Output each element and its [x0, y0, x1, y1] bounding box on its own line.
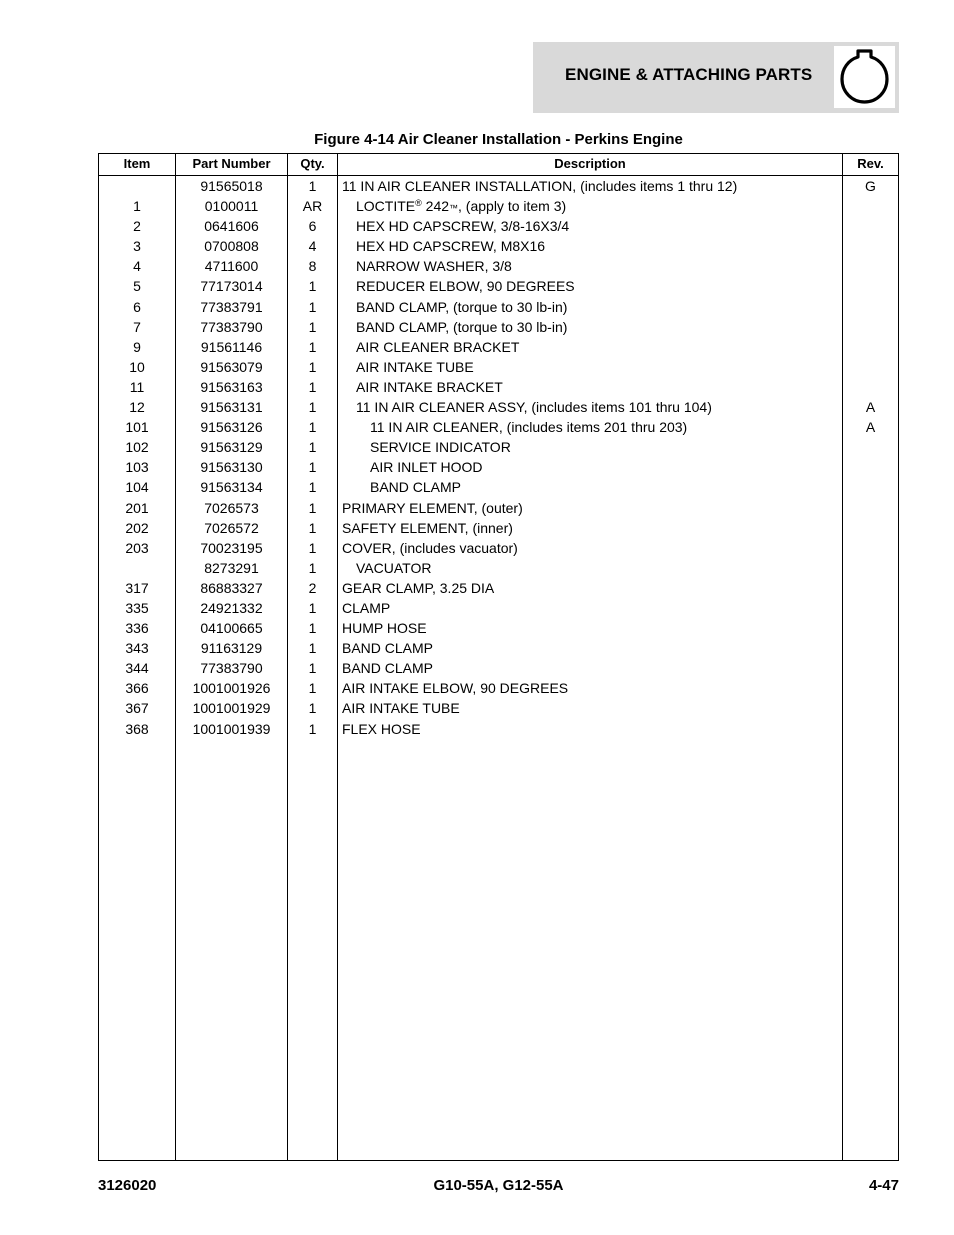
item-cell: 4: [133, 258, 141, 275]
table-row: [99, 598, 898, 618]
item-cell: 9: [133, 338, 141, 355]
item-cell: 101: [125, 419, 149, 436]
description-cell: 11 IN AIR CLEANER ASSY, (includes items 101 thru 104): [356, 399, 712, 416]
description-cell: CLAMP: [342, 599, 391, 616]
part-number-cell: 0700808: [204, 238, 259, 255]
column-header-qty: Qty.: [300, 156, 325, 171]
part-number-cell: 1001001929: [192, 700, 271, 717]
qty-cell: 1: [308, 459, 317, 476]
table-row: [99, 337, 898, 357]
table-row: [99, 538, 898, 558]
qty-cell: 1: [308, 620, 317, 637]
part-number-cell: 1001001926: [192, 680, 271, 697]
table-row: [99, 176, 898, 196]
part-number-cell: 91563163: [200, 378, 263, 395]
item-cell: 103: [125, 459, 149, 476]
table-body: [99, 176, 898, 739]
item-cell: 2: [133, 218, 141, 235]
description-cell: GEAR CLAMP, 3.25 DIA: [342, 579, 495, 596]
item-cell: 317: [125, 579, 149, 596]
item-cell: 344: [125, 660, 149, 677]
qty-cell: 8: [308, 258, 317, 275]
part-number-cell: 0100011: [204, 198, 259, 215]
table-row: [99, 518, 898, 538]
part-number-cell: 77383790: [200, 318, 263, 335]
item-cell: 11: [129, 378, 145, 395]
item-cell: 335: [125, 599, 149, 616]
part-number-cell: 77383790: [200, 660, 263, 677]
description-cell: AIR INLET HOOD: [370, 459, 483, 476]
table-row: [99, 719, 898, 739]
description-cell: COVER, (includes vacuator): [342, 539, 518, 556]
qty-cell: 1: [308, 278, 317, 295]
item-cell: 102: [125, 439, 149, 456]
description-cell: BAND CLAMP, (torque to 30 lb-in): [356, 298, 568, 315]
qty-cell: 1: [308, 539, 317, 556]
item-cell: 12: [129, 399, 145, 416]
qty-cell: 1: [308, 519, 317, 536]
description-cell: PRIMARY ELEMENT, (outer): [342, 499, 523, 516]
parts-table: [98, 153, 899, 1161]
description-cell: AIR CLEANER BRACKET: [356, 338, 520, 355]
engine-icon: [834, 46, 895, 108]
description-cell: SAFETY ELEMENT, (inner): [342, 519, 513, 536]
section-title: ENGINE & ATTACHING PARTS: [565, 65, 813, 84]
description-cell: HUMP HOSE: [342, 620, 427, 637]
table-row: [99, 498, 898, 518]
table-row: [99, 317, 898, 337]
description-cell: SERVICE INDICATOR: [370, 439, 511, 456]
item-cell: 201: [125, 499, 149, 516]
qty-cell: 1: [308, 680, 317, 697]
item-cell: 336: [125, 620, 149, 637]
qty-cell: 1: [308, 378, 317, 395]
column-header-part-number: Part Number: [192, 156, 271, 171]
description-cell: NARROW WASHER, 3/8: [356, 258, 512, 275]
item-cell: 7: [133, 318, 141, 335]
part-number-cell: 04100665: [200, 620, 263, 637]
part-number-cell: 91565018: [200, 178, 263, 194]
part-number-cell: 91561146: [200, 338, 263, 355]
description-cell: HEX HD CAPSCREW, M8X16: [356, 238, 546, 255]
table-row: [99, 196, 898, 216]
item-cell: 5: [133, 278, 141, 295]
part-number-cell: 4711600: [204, 258, 259, 275]
part-number-cell: 7026573: [204, 499, 259, 516]
column-header-item: Item: [123, 156, 151, 171]
table-row: [99, 618, 898, 638]
qty-cell: 1: [308, 338, 317, 355]
qty-cell: 2: [308, 579, 317, 596]
description-cell: BAND CLAMP: [370, 479, 462, 496]
description-cell: BAND CLAMP: [342, 640, 434, 657]
qty-cell: 1: [308, 559, 317, 576]
item-cell: 202: [125, 519, 149, 536]
qty-cell: 1: [308, 178, 317, 194]
description-cell: 11 IN AIR CLEANER, (includes items 201 thru 203): [370, 419, 688, 436]
rev-cell: A: [865, 419, 876, 436]
item-cell: 3: [133, 238, 141, 255]
item-cell: 367: [125, 700, 149, 717]
description-cell: REDUCER ELBOW, 90 DEGREES: [356, 278, 575, 295]
table-row: [99, 477, 898, 497]
part-number-cell: 91563129: [200, 439, 263, 456]
table-row: [99, 558, 898, 578]
qty-cell: 1: [308, 298, 317, 315]
part-number-cell: 24921332: [200, 599, 263, 616]
description-cell: AIR INTAKE TUBE: [356, 358, 474, 375]
qty-cell: 1: [308, 358, 317, 375]
rev-cell: G: [865, 178, 876, 194]
item-cell: 104: [125, 479, 149, 496]
item-cell: 366: [125, 680, 149, 697]
description-cell: FLEX HOSE: [342, 720, 421, 737]
description-cell: BAND CLAMP: [342, 660, 434, 677]
qty-cell: 1: [308, 419, 317, 436]
item-cell: 10: [129, 358, 145, 375]
table-row: [99, 377, 898, 397]
figure-title: Figure 4-14 Air Cleaner Installation - Perkins Engine: [314, 131, 683, 148]
table-row: [99, 678, 898, 698]
qty-cell: 1: [308, 479, 317, 496]
item-cell: 1: [133, 198, 141, 215]
table-row: [99, 658, 898, 678]
item-cell: 368: [125, 720, 149, 737]
table-row: [99, 297, 898, 317]
qty-cell: AR: [302, 198, 323, 215]
description-cell: VACUATOR: [356, 559, 432, 576]
part-number-cell: 91563079: [200, 358, 263, 375]
qty-cell: 4: [308, 238, 317, 255]
table-row: [99, 698, 898, 718]
column-header-rev: Rev.: [857, 156, 884, 171]
part-number-cell: 70023195: [200, 539, 263, 556]
qty-cell: 1: [308, 640, 317, 657]
table-row: [99, 256, 898, 276]
table-row: [99, 236, 898, 256]
qty-cell: 1: [308, 499, 317, 516]
part-number-cell: 91563130: [200, 459, 263, 476]
part-number-cell: 0641606: [204, 218, 259, 235]
document-number: 3126020: [98, 1177, 157, 1194]
qty-cell: 1: [308, 318, 317, 335]
description-cell: HEX HD CAPSCREW, 3/8-16X3/4: [356, 218, 570, 235]
qty-cell: 6: [308, 218, 317, 235]
part-number-cell: 7026572: [204, 519, 259, 536]
part-number-cell: 1001001939: [192, 720, 271, 737]
description-cell: BAND CLAMP, (torque to 30 lb-in): [356, 318, 568, 335]
table-row: [99, 216, 898, 236]
section-header: [533, 42, 899, 113]
part-number-cell: 91563134: [200, 479, 263, 496]
description-cell: 11 IN AIR CLEANER INSTALLATION, (includes items 1 thru 12): [342, 178, 738, 194]
qty-cell: 1: [308, 720, 317, 737]
table-row: [99, 276, 898, 296]
description-cell: AIR INTAKE ELBOW, 90 DEGREES: [342, 680, 569, 697]
part-number-cell: 91163129: [200, 640, 263, 657]
item-cell: 343: [125, 640, 149, 657]
page-number: 4-47: [868, 1177, 899, 1194]
table-row: [99, 457, 898, 477]
rev-cell: A: [865, 399, 876, 416]
qty-cell: 1: [308, 700, 317, 717]
qty-cell: 1: [308, 399, 317, 416]
qty-cell: 1: [308, 660, 317, 677]
part-number-cell: 77383791: [200, 298, 263, 315]
item-cell: 203: [125, 539, 149, 556]
description-cell: AIR INTAKE TUBE: [342, 700, 460, 717]
part-number-cell: 8273291: [204, 559, 259, 576]
item-cell: 6: [133, 298, 141, 315]
model-numbers: G10-55A, G12-55A: [433, 1177, 564, 1194]
column-header-description: Description: [554, 156, 626, 171]
description-cell: LOCTITE® 242™, (apply to item 3): [356, 198, 567, 215]
table-row: [99, 397, 898, 417]
part-number-cell: 77173014: [200, 278, 263, 295]
description-cell: AIR INTAKE BRACKET: [356, 378, 503, 395]
table-row: [99, 417, 898, 437]
qty-cell: 1: [308, 599, 317, 616]
table-row: [99, 638, 898, 658]
part-number-cell: 91563126: [200, 419, 263, 436]
table-row: [99, 357, 898, 377]
part-number-cell: 91563131: [200, 399, 263, 416]
qty-cell: 1: [308, 439, 317, 456]
table-row: [99, 578, 898, 598]
table-row: [99, 437, 898, 457]
part-number-cell: 86883327: [200, 579, 263, 596]
